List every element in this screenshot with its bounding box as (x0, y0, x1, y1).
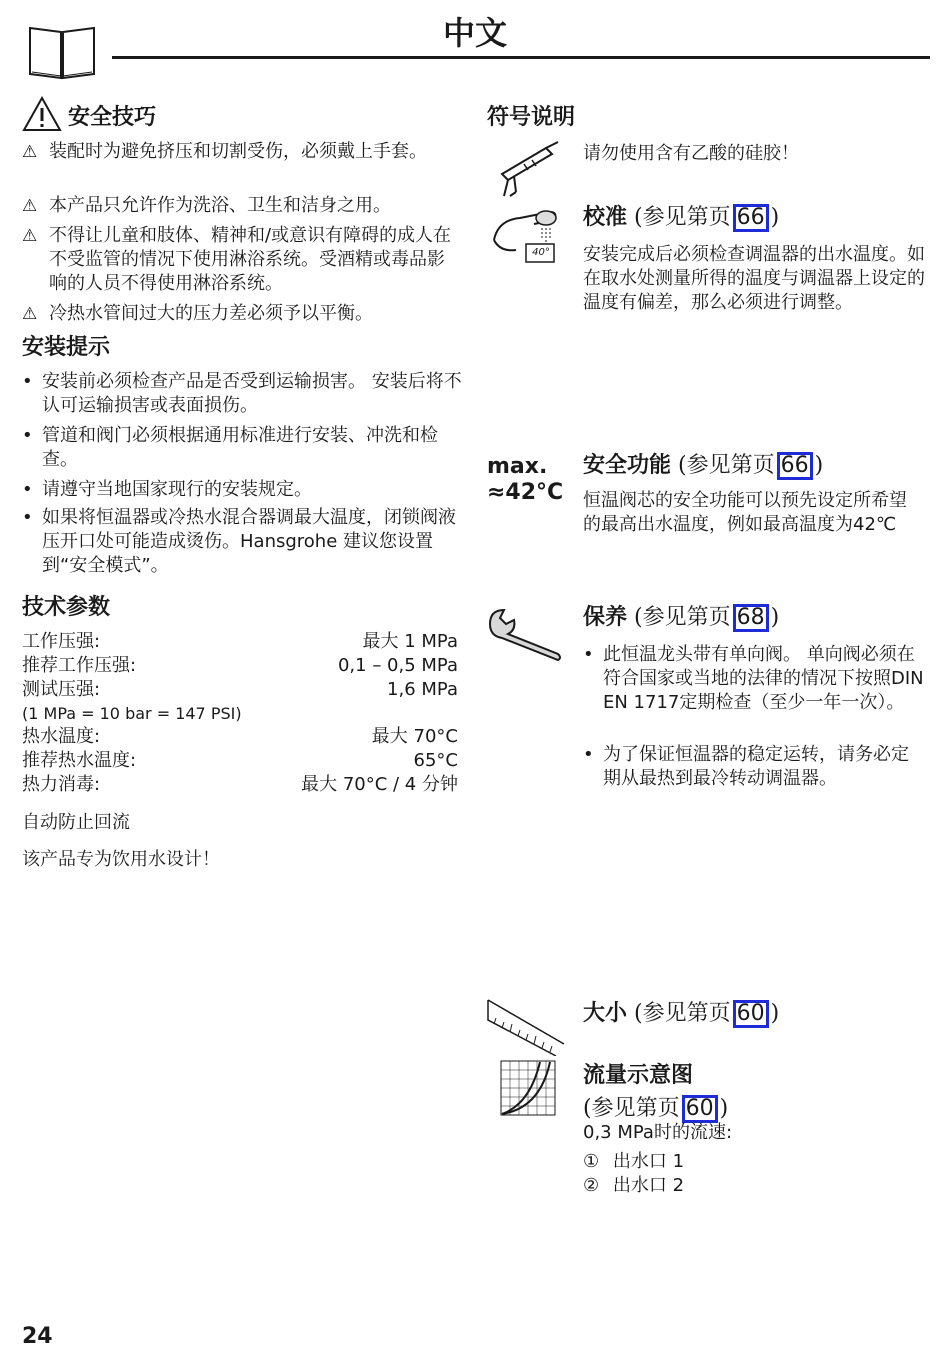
warning-icon (22, 96, 62, 132)
install-item: • 管道和阀门必须根据通用标准进行安装、冲洗和检查。 (22, 425, 438, 470)
install-heading: 安装提示 (22, 334, 111, 360)
warning-small-icon: ⚠ (22, 304, 38, 324)
safety-function-text: 恒温阀芯的安全功能可以预先设定所希望的最高出水温度，例如最高温度为42℃ (583, 490, 907, 535)
max-temp-label: max. ≈42°C (487, 454, 564, 505)
spec-row: 推荐工作压强: 0,1 – 0,5 MPa (22, 655, 458, 676)
page-ref-link[interactable]: 60 (682, 1095, 718, 1123)
safety-function-heading: 安全功能 (参见第页 66 ) (583, 452, 824, 478)
flow-chart-icon (500, 1060, 556, 1116)
maintenance-heading: 保养 (参见第页 68 ) (583, 604, 780, 630)
outlet-item: ① 出水口 1 (583, 1151, 685, 1172)
install-item: • 如果将恒温器或冷热水混合器调最大温度，闭锁阀液压开口处可能造成烫伤。Hansgrohe 建议您设置到“安全模式”。 (22, 507, 456, 576)
ruler-icon (486, 996, 566, 1056)
spec-row: 推荐热水温度: 65°C (22, 750, 458, 771)
safety-item: ⚠ 装配时为避免挤压和切割受伤，必须戴上手套。 (22, 141, 427, 162)
install-item: • 请遵守当地国家现行的安装规定。 (22, 479, 312, 500)
safety-heading-text: 安全技巧 (68, 104, 157, 130)
spec-row: 测试压强: 1,6 MPa (22, 679, 458, 700)
silicone-gun-icon (494, 140, 564, 200)
spec-row: 热力消毒: 最大 70°C / 4 分钟 (22, 774, 458, 795)
safety-item: ⚠ 本产品只允许作为洗浴、卫生和洁身之用。 (22, 195, 391, 216)
symbols-heading: 符号说明 (487, 104, 576, 130)
backflow-text: 自动防止回流 (22, 812, 130, 833)
page-ref-link[interactable]: 66 (733, 204, 769, 232)
spec-row: 工作压强: 最大 1 MPa (22, 631, 458, 652)
spec-row: (1 MPa = 10 bar = 147 PSI) (22, 704, 242, 723)
warning-small-icon: ⚠ (22, 226, 38, 246)
outlet-number: ② (583, 1175, 600, 1196)
page-number: 24 (22, 1324, 53, 1349)
maintenance-item: • 为了保证恒温器的稳定运转，请务必定期从最热到最冷转动调温器。 (583, 744, 909, 789)
silicone-text: 请勿使用含有乙酸的硅胶！ (583, 143, 799, 164)
page-ref-link[interactable]: 60 (733, 1000, 769, 1028)
size-heading: 大小 (参见第页 60 ) (583, 1000, 780, 1026)
install-item: • 安装前必须检查产品是否受到运输损害。 安装后将不认可运输损害或表面损伤。 (22, 371, 462, 416)
page-ref-link[interactable]: 66 (777, 452, 813, 480)
outlet-item: ② 出水口 2 (583, 1175, 685, 1196)
drinking-water-text: 该产品专为饮用水设计！ (22, 849, 220, 870)
outlet-number: ① (583, 1151, 600, 1172)
page-title: 中文 (442, 14, 507, 52)
lcd-readout: 40° (532, 247, 550, 258)
spec-row: 热水温度: 最大 70°C (22, 726, 458, 747)
page-ref-link[interactable]: 68 (733, 604, 769, 632)
maintenance-item: • 此恒温龙头带有单向阀。 单向阀必须在符合国家或当地的法律的情况下按照DIN EN 1717定期检查（至少一年一次）。 (583, 644, 924, 713)
safety-item: ⚠ 冷热水管间过大的压力差必须予以平衡。 (22, 303, 373, 324)
wrench-icon (486, 602, 566, 662)
flow-heading: 流量示意图 (参见第页 60 ) (583, 1062, 729, 1121)
calibrate-hand-icon (490, 200, 570, 270)
tech-heading: 技术参数 (22, 594, 111, 620)
flow-rate-text: 0,3 MPa时的流速: (583, 1122, 733, 1143)
warning-small-icon: ⚠ (22, 142, 38, 162)
calibrate-text: 安装完成后必须检查调温器的出水温度。如在取水处测量所得的温度与调温器上设定的温度有偏差，那么必须进行调整。 (583, 244, 925, 313)
warning-small-icon: ⚠ (22, 196, 38, 216)
calibrate-heading: 校准 (参见第页 66 ) (583, 204, 780, 230)
safety-item: ⚠ 不得让儿童和肢体、精神和/或意识有障碍的成人在不受监管的情况下使用淋浴系统。受酒精或毒品影响的人员不得使用淋浴系统。 (22, 225, 452, 294)
header-rule (112, 56, 930, 59)
